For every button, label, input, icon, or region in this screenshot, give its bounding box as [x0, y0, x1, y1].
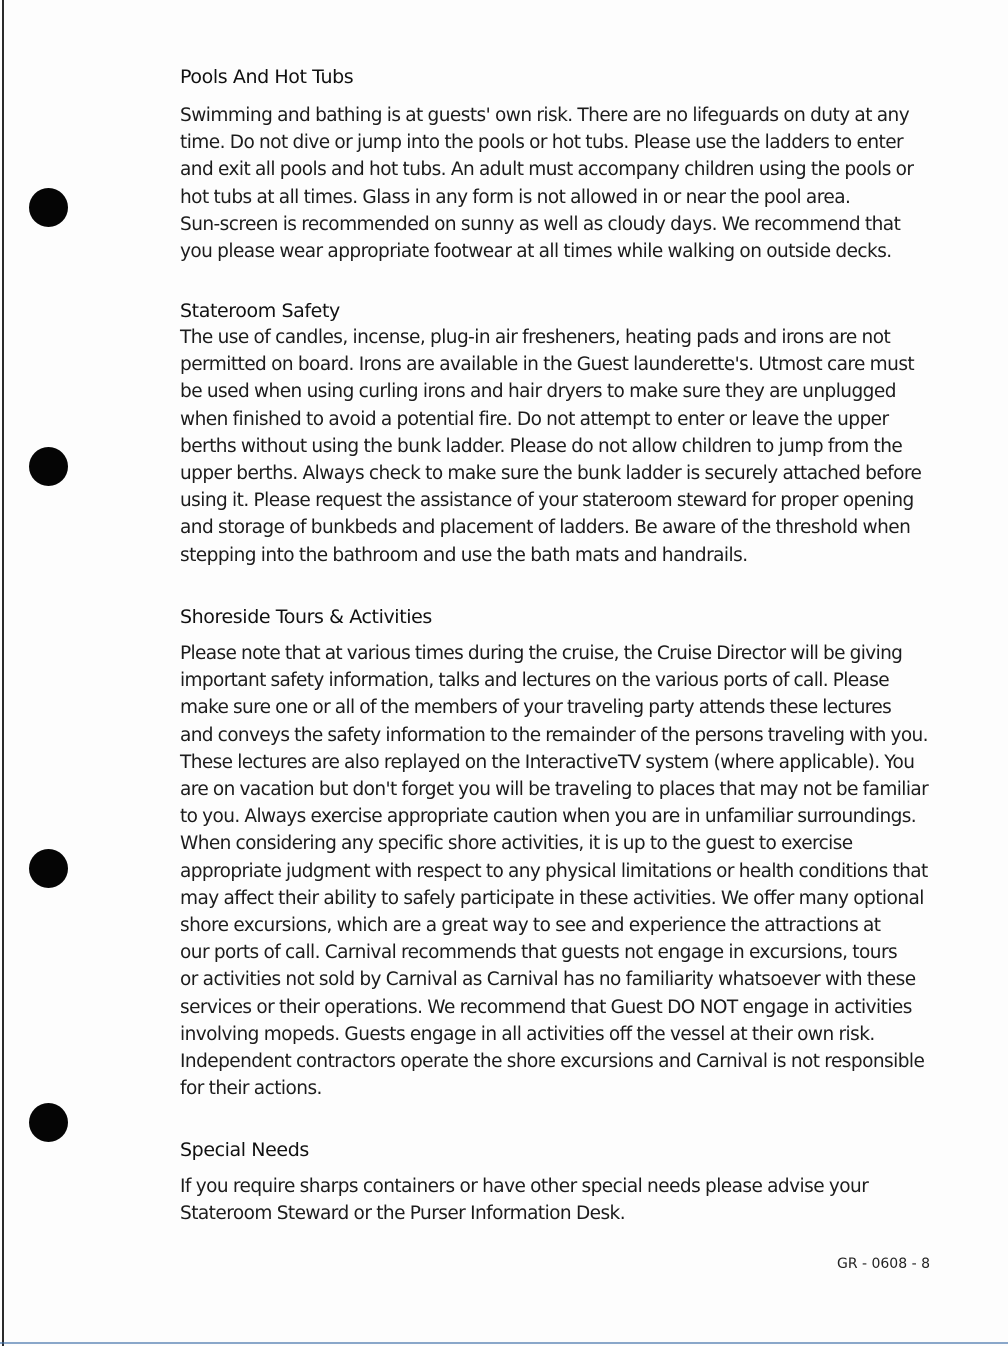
text-line: our ports of call. Carnival recommends that guests not engage in excursions, tours	[180, 942, 898, 964]
text-line: Stateroom Steward or the Purser Information Desk.	[180, 1203, 626, 1225]
section-heading: Special Needs	[180, 1139, 309, 1161]
text-line: make sure one or all of the members of your traveling party attends these lectures	[180, 697, 892, 719]
text-line: and storage of bunkbeds and placement of ladders. Be aware of the threshold when	[180, 517, 911, 539]
section-heading: Stateroom Safety	[180, 300, 340, 322]
section-shoreside-tours	[180, 602, 928, 1102]
text-line: appropriate judgment with respect to any physical limitations or health conditions that	[180, 860, 928, 882]
bottom-edge-rule	[0, 1342, 1008, 1344]
section-stateroom-safety	[180, 296, 921, 569]
text-line: involving mopeds. Guests engage in all activities off the vessel at their own risk.	[180, 1023, 875, 1045]
text-line: upper berths. Always check to make sure the bunk ladder is securely attached before	[180, 463, 922, 485]
text-line: services or their operations. We recommend that Guest DO NOT engage in activities	[180, 996, 912, 1018]
section-paragraph	[180, 102, 913, 265]
text-line: hot tubs at all times. Glass in any form is not allowed in or near the pool area.	[180, 186, 851, 208]
text-line: Independent contractors operate the shore excursions and Carnival is not responsible	[180, 1051, 925, 1073]
text-line: These lectures are also replayed on the InteractiveTV system (where applicable). You	[180, 751, 915, 773]
section-paragraph	[180, 640, 928, 1102]
section-heading: Pools And Hot Tubs	[180, 66, 354, 88]
binder-hole-2	[29, 447, 68, 486]
text-line: time. Do not dive or jump into the pools or hot tubs. Please use the ladders to enter	[180, 132, 904, 154]
text-line: Please note that at various times during the cruise, the Cruise Director will be giving	[180, 643, 903, 664]
text-line: when finished to avoid a potential fire. Do not attempt to enter or leave the upper	[180, 408, 889, 430]
text-line: The use of candles, incense, plug-in air fresheners, heating pads and irons are not	[180, 327, 891, 348]
text-line: Sun-screen is recommended on sunny as well as cloudy days. We recommend that	[180, 213, 901, 235]
binder-hole-3	[29, 849, 68, 888]
page-code-footer: GR - 0608 - 8	[836, 1256, 930, 1272]
text-line: and exit all pools and hot tubs. An adult must accompany children using the pools or	[180, 159, 914, 181]
binder-hole-1	[29, 188, 68, 227]
text-line: permitted on board. Irons are available in the Guest launderette's. Utmost care must	[180, 354, 915, 376]
text-line: be used when using curling irons and hair dryers to make sure they are unplugged	[180, 381, 896, 403]
section-heading: Shoreside Tours & Activities	[180, 606, 432, 628]
text-line: When considering any specific shore activities, it is up to the guest to exercise	[180, 833, 853, 855]
text-line: Swimming and bathing is at guests' own risk. There are no lifeguards on duty at any	[180, 105, 910, 126]
text-line: you please wear appropriate footwear at all times while walking on outside decks.	[180, 241, 892, 263]
text-line: using it. Please request the assistance of your stateroom steward for proper opening	[180, 490, 914, 512]
text-line: may affect their ability to safely participate in these activities. We offer many optional	[180, 887, 924, 909]
text-line: are on vacation but don't forget you will be traveling to places that may not be familiar	[180, 779, 929, 801]
binder-hole-4	[29, 1103, 68, 1142]
section-pools-hot-tubs	[180, 62, 913, 265]
text-line: If you require sharps containers or have other special needs please advise your	[180, 1176, 869, 1197]
text-line: stepping into the bathroom and use the bath mats and handrails.	[180, 544, 748, 566]
section-paragraph	[180, 324, 921, 569]
text-line: to you. Always exercise appropriate caution when you are in unfamiliar surroundings.	[180, 806, 917, 828]
left-edge-rule	[2, 0, 4, 1346]
text-line: important safety information, talks and lectures on the various ports of call. Please	[180, 670, 890, 692]
text-line: shore excursions, which are a great way to see and experience the attractions at	[180, 915, 881, 937]
text-line: berths without using the bunk ladder. Please do not allow children to jump from the	[180, 435, 903, 457]
text-line: for their actions.	[180, 1078, 322, 1100]
text-line: and conveys the safety information to the remainder of the persons traveling with you.	[180, 724, 928, 746]
section-special-needs	[180, 1135, 868, 1227]
text-line: or activities not sold by Carnival as Carnival has no familiarity whatsoever with these	[180, 969, 916, 991]
section-paragraph	[180, 1173, 868, 1227]
